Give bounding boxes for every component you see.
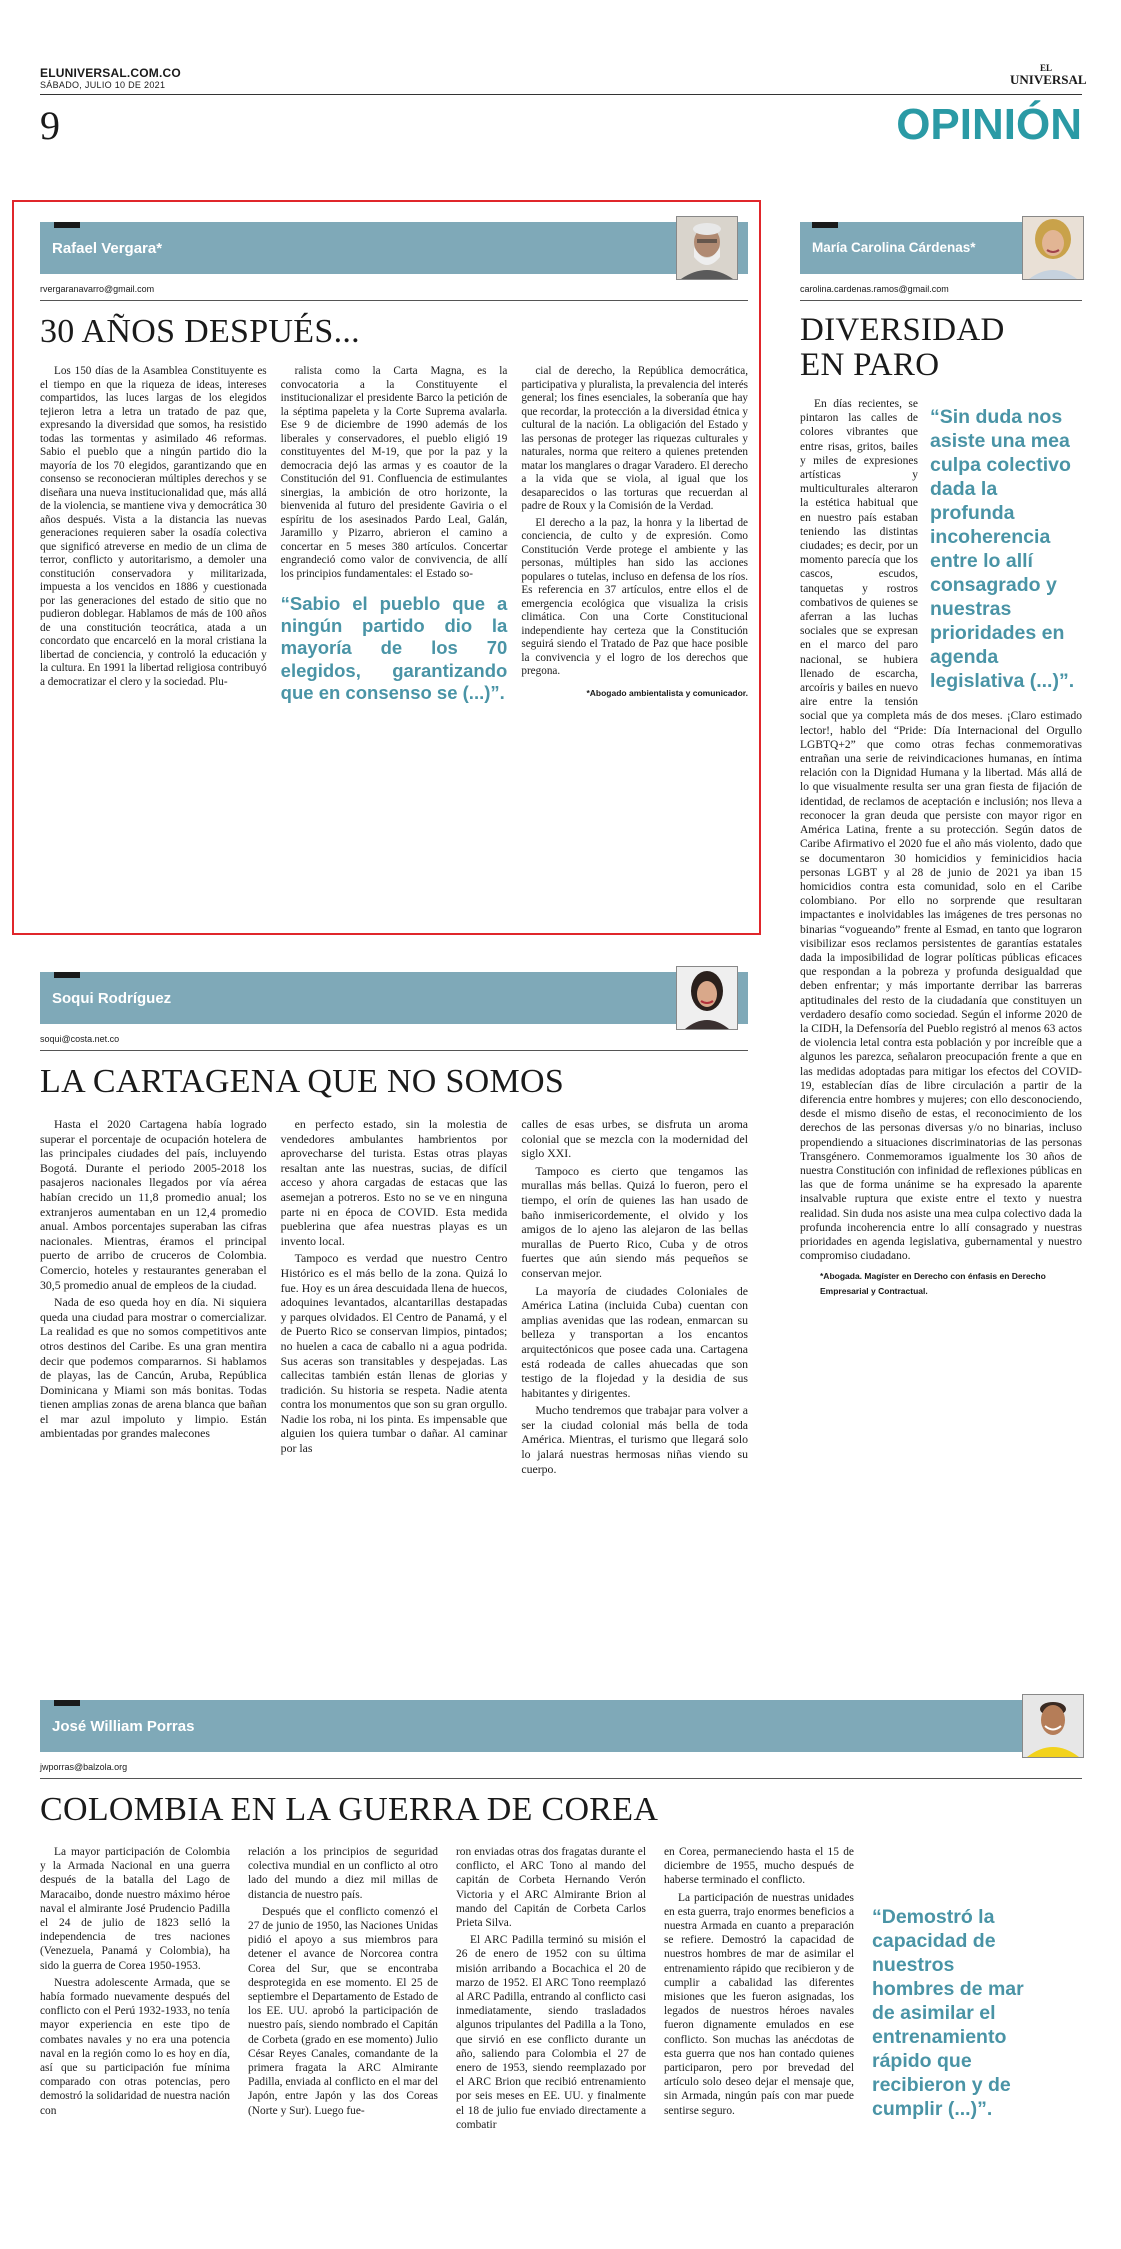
- article-column: en Corea, permaneciendo hasta el 15 de diciembre de 1955, mucho después de haberse terminado el conflicto. La participación de nuestras unidades en esta guerra, trajo enormes beneficios a nuestra Armada en cuanto a preparación se refiere. Demostró la capacidad de nuestros hombres de mar de asimilar el entrenamiento rápido que recibieron y de cumplir a cabalidad las diferentes misiones que les fueron asignadas, los legados de nuestros héroes navales fueron dignamente emulados en ese conflicto. Son muchas las anécdotas de esta guerra que nos han contado quienes participaron, pero por brevedad del artículo solo deseo dejar el mensaje que, sin Armada, ningún país con mar puede sentirse seguro.: [664, 1846, 854, 2117]
- newspaper-logo: [1010, 63, 1087, 87]
- article-column: en perfecto estado, sin la molestia de vendedores ambulantes hambrientos por aprovecharse del turista. Estas otras playas resaltan ante las nuestras, sucias, de difícil acceso y ahora cargadas de estacas que las asemejan a potreros. Esto no se ve en ninguna parte ni en época de COVID. Esta medida pueblerina que afea nuestras playas es un invento local. Tampoco es verdad que nuestro Centro Histórico es el más bello de la zona. Quizá lo fue. Hoy es un área descuidada llena de huecos, adoquines levantados, alcantarillas destapadas y parques olvidados. El Centro de Panamá, y el de Puerto Rico se conservan limpios, pintados; no huelen a caca de caballo ni a agua podrida. Sus aceras son transitables y despejadas. Las callecitas también están llenas de glorias y tradición. Su historia se respeta. Nadie atenta contra los monumentos que son su gran orgullo. Nadie los roba, ni los pinta. Es impensable que alguien los quiera tumbar o dañar. Al caminar por las: [280, 1117, 508, 1456]
- pull-quote: “Sabio el pueblo que a ningún partido dio la mayoría de los 70 elegidos, garantizando que en consenso se (...)”.: [280, 593, 508, 703]
- author-email[interactable]: soqui@costa.net.co: [40, 1034, 120, 1044]
- pull-quote: “Sin duda nos asiste una mea culpa colectivo dada la profunda incoherencia entre lo allí consagrado y nuestras prioridades en agenda legislativa (...)”.: [930, 406, 1075, 692]
- article-cardenas: [800, 222, 1082, 1298]
- article-column: ron enviadas otras dos fragatas durante el conflicto, el ARC Tono al mando del capitán de Corbeta Hernando Verón Victoria y el ARC Almirante Brion al mando del Capitán de Corbeta Carlos Prieta Silva. El ARC Padilla terminó su misión el 26 de enero de 1952 con su última misión arribando a Bocachica el 20 de marzo de 1952. El ARC Tono reemplazó al ARC Padilla, entrando al conflicto casi inmediatamente, siendo trasladados algunos tripulantes del Padilla a la Tono, que sirvió en ese conflicto durante un año, saliendo para Colombia el 27 de enero de 1953, siendo reemplazado por el ARC Brion que recibió entrenamiento por seis meses en EE. UU. y finalmente el 18 de julio fue enviado directamente a combatir: [456, 1846, 646, 2131]
- section-title: OPINIÓN: [896, 100, 1082, 149]
- article-headline: 30 AÑOS DESPUÉS...: [40, 313, 360, 350]
- article-column: Hasta el 2020 Cartagena había logrado superar el porcentaje de ocupación hotelera de las principales ciudades del país, incluyendo Bogotá. Durante el periodo 2005-2018 los pasajeros nacionales llegados por vía aérea habían crecido un 11,8 promedio anual; los extranjeros aumentaban en un 12,4 promedio anual. Ambos porcentajes superaban las cifras nacionales. Mientras, éramos el principal puerto de arribo de cruceros de Colombia. Comercio, hoteles y restaurantes generaban el 30,5 promedio anual de empleos de la ciudad. Nada de eso queda hoy en día. Ni siquiera queda una ciudad para mostrar o comercializar. La realidad es que no somos competitivos ante otros destinos del Caribe. Es una gran mentira decir que podemos compararnos. Si hablamos de playas, las de Cancún, Aruba, República Dominicana y Miami son más bonitas. Todas tienen amplias zonas de arena blanca que bañan el mar azul impoluto y limpio. Están ambientadas por grandes malecones: [40, 1117, 267, 1441]
- author-band: [40, 972, 748, 1024]
- edition-date: SÁBADO, JULIO 10 DE 2021: [40, 80, 166, 90]
- author-credit: *Abogada. Magíster en Derecho con énfasis en Derecho Empresarial y Contractual.: [820, 1271, 1046, 1296]
- article-headline: COLOMBIA EN LA GUERRA DE COREA: [40, 1791, 659, 1828]
- article-headline: LA CARTAGENA QUE NO SOMOS: [40, 1063, 565, 1100]
- pull-quote: “Demostró la capacidad de nuestros hombres de mar de asimilar el entrenamiento rápido que recibieron y de cumplir (...)”.: [872, 1906, 1024, 2120]
- article-column: Los 150 días de la Asamblea Constituyente es el tiempo en que la riqueza de ideas, intereses compartidos, las luces largas de los elegidos tejieron letra a letra un tratado de paz que, expresando la diversidad que somos, ha resistido todas las tormentas y asimilado 46 reformas. Sabio el pueblo que a ningún partido dio la mayoría de los 70 elegidos, garantizando que en consenso se reconocieran múltiples derechos y se diseñara una nueva institucionalidad que, más allá de la violencia, se mantiene viva y democrática 30 años después. Vista a la distancia las nuevas generaciones requieren saber la osadía colectiva que significó atreverse en medio de un clima de terror, conflicto y autoritarismo, a demoler una constitución conservadora y militarizada, impuesta a los vencidos en 1886 y cuestionada por las generaciones del estado de sitio que no pudieron doblegar. Hablamos de más de 100 años de una constitución teocrática, atada a un concordato que encarceló en la moral cristiana la libertad de conciencia, y controló la educación y la cultura. En 1991 la libertad religiosa contribuyó a democratizar el clero y la sociedad. Plu-: [40, 365, 267, 688]
- site-name: ELUNIVERSAL.COM.CO: [40, 66, 181, 80]
- article-column: ralista como la Carta Magna, es la convocatoria a la Constituyente el institucionalizar el presidente Barco la petición de la séptima papeleta y la Corte Suprema avalarla. Ese 9 de diciembre de 1990 además de los liberales y conservadores, el pueblo eligió 19 constituyentes del M-19, que por la paz y la democracia dejó las armas y es coautor de la Constitución del 91. Confluencia de estimulantes sinergias, la ambición de otro horizonte, la bienvenida al futuro del presidente Gaviria o el espíritu de los asesinados Pardo Leal, Galán, Jaramillo y Pizarro, abrieron el camino a concertar en 5 meses 380 artículos. Concertar engrandeció como valor de convivencia, de allí los principios fundamentales: el Estado so- “Sabio el pueblo que a ningún partido dio la mayoría de los 70 elegidos, garantizando que en consenso se (...)”.: [280, 365, 508, 703]
- article-column: cial de derecho, la República democrática, participativa y pluralista, la prevalencia del interés general; los fines esenciales, la soberanía que hay que recordar, la protección a la diversidad étnica y cultural de la nación. La obligación del Estado y las personas de proteger las riquezas culturales y naturales, norma que reitero a quienes pretenden matar los manglares o dragar Varadero. El derecho a la vida que se viola, al igual que los desaparecidos o las torturas que recuerdan al padre de Roux y la Comisión de la Verdad. El derecho a la paz, la honra y la libertad de conciencia, de culto y de expresión. Como Constitución Verde protege el ambiente y las personas, múltiples han sido las acciones populares o tutelas, incluso en defensa de los ríos. Es referencia en 37 artículos, entre ellos el de emergencia ecológica que visualiza la crisis climática. Con una Corte Constitucional independiente hay certeza que la Constitución seguirá siendo el Tratado de Paz que hace posible la convivencia y el logro de los derechos que pregona. *Abogado ambientalista y comunicador.: [521, 365, 748, 704]
- article-column: [872, 1845, 1042, 2132]
- article-column: relación a los principios de seguridad colectiva mundial en un conflicto al otro lado del mundo a diez mil millas de distancia de nuestro país. Después que el conflicto comenzó el 27 de junio de 1950, las Naciones Unidas pidió el apoyo a sus miembros para detener el avance de Norcorea contra Corea del Sur, que se encontraba desprotegida en ese momento. El 25 de septiembre el Departamento de Estado de los EE. UU. aprobó la participación de nuestro país, siendo nombrado el Capitán de Corbeta (grado en ese momento) Julio César Reyes Canales, comandante de la primera fragata la ARC Almirante Padilla, enviada al conflicto en el mar del Japón, entre Japón y las dos Coreas (Norte y Sur). Luego fue-: [248, 1846, 438, 2117]
- author-name: Rafael Vergara*: [52, 240, 163, 257]
- article-porras: [40, 1700, 1082, 2132]
- author-photo: [676, 966, 738, 1030]
- author-email[interactable]: jwporras@balzola.org: [40, 1762, 128, 1772]
- article-vergara: [40, 222, 748, 704]
- header-rule: [40, 94, 1082, 95]
- author-name: Soqui Rodríguez: [52, 990, 172, 1007]
- page-number: 9: [40, 103, 60, 148]
- author-email[interactable]: carolina.cardenas.ramos@gmail.com: [800, 284, 949, 294]
- author-band: [800, 222, 1082, 274]
- article-headline: DIVERSIDAD EN PARO: [800, 312, 1005, 383]
- author-band: [40, 222, 748, 274]
- author-photo: [1022, 1694, 1084, 1758]
- article-column: “Sin duda nos asiste una mea culpa colectivo dada la profunda incoherencia entre lo allí consagrado y nuestras prioridades en agenda legislativa (...)”. En días recientes, se pintaron las calles de colores vibrantes que entre risas, gritos, bailes y miles de expresiones artísticas y multiculturales alteraron la estética habitual que en nuestro país estaban teniendo las distintas ciudades; es decir, por un momento parecía que los cascos, escudos, tanquetas y rostros combativos de quienes se aferran a las luchas sociales que se expresan en el marco del paro nacional, se hubiera llenado de escarcha, arcoíris y bailes en nuevo aire entre la tensión social que ya completa más de dos meses. ¡Claro estimado lector!, hablo del “Pride: Día Internacional del Orgullo LGBTQ+2” que como otras fechas conmemorativas entrañan una serie de reivindicaciones humanas, en íntima relación con la Dignidad Humana y la libertad. Más allá de lo que visualmente resulta ser una gran fiesta de fijación de identidad, de reclamos de aceptación e inclusión; nos lleva a reconocer la gran deuda que persiste con mayor rigor en América Latina, frente a su protección. Según datos de Caribe Afirmativo el 2020 fue el año más violento, dado que se documentaron 30 homicidios y feminicidios hacia personas LGBT y al 28 de junio de 2021 ya iban 15 homicidios contra esta comunidad, solo en el Caribe colombiano. Por ello no sorprende que resultaran impactantes e inolvidables las imágenes de tres personas no binarias “vogueando” frente al Esmad, en tanto que lograron visibilizar esos reclamos persistentes de garantías estatales dada la imposibilidad de lograr políticas públicas eficaces que respondan a la pobreza y profunda desigualdad que deben enfrentar; y más importante derribar las barreras aptitudinales del resto de la ciudadanía que constituyen un verdadero desafío como sociedad. Según el informe 2020 de la CIDH, la Defensoría del Pueblo registró al menos 63 actos de violencia letal contra esta población y por increíble que a algunos les parezca, señalaron preocupación frente a que en las medidas adoptadas para mitigar los efectos del COVID-19, establecían días de libre circulación a partir de la diferencia entre hombres y mujeres; con ello desconociendo, desde el mismo diseño de estas, el reconocimiento de los derechos de las personas diversas y/o no binarias, incluso propendiendo a situaciones discriminatorias de las personas Transgénero. Conmemoramos igualmente los 30 años de nuestra Constitución con infinidad de reflexiones públicas en las que de forma unánime se ha expresado la aparente insalvable ruptura que existe entre el texto y nuestra realidad. Sin duda nos asiste una mea culpa colectivo dada la profunda incoherencia entre lo allí consagrado y nuestras prioridades en agenda legislativa, gubernamental y nuestro compromiso ciudadano. *Abogada. Magíster en Derecho con énfasis en Derecho Empresarial y Contractual.: [800, 397, 1082, 1298]
- article-rodriguez: [40, 972, 748, 1476]
- author-photo: [1022, 216, 1084, 280]
- author-name: José William Porras: [52, 1718, 195, 1735]
- logo-bottom: UNIVERSAL: [1010, 72, 1087, 87]
- logo-top: EL: [1039, 63, 1052, 73]
- author-band: [40, 1700, 1082, 1752]
- author-email[interactable]: rvergaranavarro@gmail.com: [40, 284, 155, 294]
- author-photo: [676, 216, 738, 280]
- article-column: La mayor participación de Colombia y la Armada Nacional en una guerra después de la batalla del Lago de Maracaibo, donde nuestro máximo héroe naval el almirante José Prudencio Padilla el 24 de julio de 1823 selló la independencia de tres naciones (Venezuela, Panamá y Colombia), ha sido la guerra de Corea 1950-1953. Nuestra adolescente Armada, que se había formado nuevamente después del conflicto con el Perú 1932-1933, no tenía mayor experiencia en este tipo de combates navales y no era una potencia naval en la región como lo es hoy en día, así que su participación fue mínima comparado con otras potencias, pero demostró la solidaridad de nuestra nación con: [40, 1846, 230, 2117]
- author-name: María Carolina Cárdenas*: [812, 240, 976, 255]
- author-credit: *Abogado ambientalista y comunicador.: [586, 687, 749, 698]
- article-column: calles de esas urbes, se disfruta un aroma colonial que se mezcla con la modernidad del siglo XXI. Tampoco es cierto que tengamos las murallas más bellas. Quizá lo fueron, pero el tiempo, el orín de quienes las han usado de baño inmisericordemente, el olvido y los amigos de lo ajeno las alejaron de las bellas murallas de Puerto Rico, Cuba y de otros fuertes que aún siendo más pequeños se conservan mejor. La mayoría de ciudades Coloniales de América Latina (incluida Cuba) cuentan con amplias avenidas que las rodean, enmarcan su belleza y transportan a los encantos arquitectónicos que posee cada una. Cartagena está rodeada de calles ahuecadas que son testigo de la flojedad y la desidia de sus habitantes y dirigentes. Mucho tendremos que trabajar para volver a ser la ciudad colonial más bella de toda América. Mientras, el turismo que llegará solo lo jalará nuestras hermosas niñas viendo su cuerpo.: [521, 1117, 749, 1476]
